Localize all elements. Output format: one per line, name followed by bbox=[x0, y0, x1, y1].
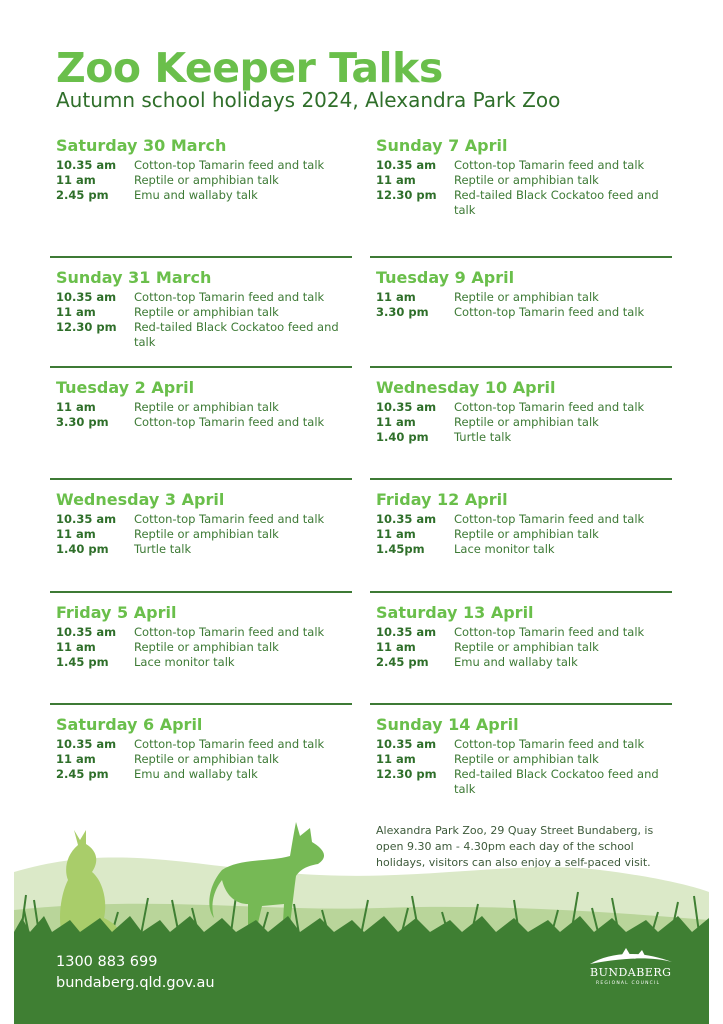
talk-name: Reptile or amphibian talk bbox=[454, 289, 599, 304]
talk-row bbox=[376, 305, 672, 320]
page-title: Zoo Keeper Talks bbox=[56, 44, 443, 92]
talk-name: Reptile or amphibian talk bbox=[134, 526, 279, 541]
talk-row bbox=[376, 188, 678, 218]
talk-name: Red-tailed Black Cockatoo feed and talk bbox=[454, 766, 659, 796]
talk-time: 2.45 pm bbox=[56, 766, 109, 781]
talk-time: 1.45pm bbox=[376, 541, 425, 556]
talk-time: 12.30 pm bbox=[376, 766, 437, 781]
talk-time: 12.30 pm bbox=[376, 188, 437, 202]
talk-row bbox=[56, 320, 352, 350]
talk-row bbox=[376, 737, 672, 752]
talk-name: Reptile or amphibian talk bbox=[134, 639, 279, 654]
talk-row bbox=[56, 625, 352, 640]
talk-row bbox=[56, 173, 358, 188]
talk-row bbox=[56, 305, 352, 320]
talk-time: 11 am bbox=[376, 414, 416, 429]
talk-time: 3.30 pm bbox=[56, 414, 109, 429]
logo-subtitle: REGIONAL COUNCIL bbox=[596, 981, 661, 986]
day-title: Friday 12 April bbox=[376, 489, 508, 509]
talk-time: 2.45 pm bbox=[56, 188, 109, 202]
talk-time: 1.40 pm bbox=[376, 429, 429, 444]
talk-name: Turtle talk bbox=[134, 541, 192, 556]
day-schedule bbox=[370, 366, 672, 445]
day-schedule bbox=[370, 703, 672, 797]
day-schedule bbox=[370, 591, 672, 670]
talk-time: 11 am bbox=[376, 639, 416, 654]
divider bbox=[370, 366, 672, 368]
divider bbox=[50, 591, 352, 593]
talk-row bbox=[376, 542, 672, 557]
talk-name: Reptile or amphibian talk bbox=[454, 526, 599, 541]
talk-name: Cotton-top Tamarin feed and talk bbox=[454, 736, 645, 751]
talk-row bbox=[56, 752, 352, 767]
talk-name: Cotton-top Tamarin feed and talk bbox=[454, 158, 645, 172]
talk-time: 11 am bbox=[56, 639, 96, 654]
contact-block bbox=[56, 952, 215, 994]
talk-name: Cotton-top Tamarin feed and talk bbox=[454, 399, 645, 414]
talk-name: Emu and wallaby talk bbox=[134, 766, 258, 781]
day-title: Tuesday 9 April bbox=[376, 267, 515, 287]
talk-name: Emu and wallaby talk bbox=[454, 654, 578, 669]
talk-time: 10.35 am bbox=[56, 158, 117, 172]
talk-row bbox=[56, 415, 352, 430]
talk-row bbox=[376, 400, 672, 415]
day-title: Sunday 7 April bbox=[376, 136, 508, 155]
divider bbox=[370, 703, 672, 705]
talk-row bbox=[56, 512, 352, 527]
talk-row bbox=[376, 512, 672, 527]
talk-time: 10.35 am bbox=[56, 736, 117, 751]
talk-name: Reptile or amphibian talk bbox=[454, 751, 599, 766]
talk-time: 1.45 pm bbox=[56, 654, 109, 669]
talk-name: Cotton-top Tamarin feed and talk bbox=[454, 624, 645, 639]
day-title: Saturday 30 March bbox=[56, 136, 227, 155]
talk-name: Cotton-top Tamarin feed and talk bbox=[454, 511, 645, 526]
day-title: Wednesday 3 April bbox=[56, 489, 225, 509]
talk-name: Reptile or amphibian talk bbox=[134, 751, 279, 766]
divider bbox=[50, 256, 352, 258]
divider bbox=[50, 478, 352, 480]
talk-name: Reptile or amphibian talk bbox=[134, 399, 279, 414]
phone-number[interactable]: 1300 883 699 bbox=[56, 954, 158, 970]
day-schedule bbox=[50, 703, 352, 782]
talk-name: Reptile or amphibian talk bbox=[454, 414, 599, 429]
talk-time: 11 am bbox=[56, 304, 96, 319]
talk-name: Cotton-top Tamarin feed and talk bbox=[134, 511, 325, 526]
talk-name: Cotton-top Tamarin feed and talk bbox=[134, 158, 325, 172]
day-schedule bbox=[376, 136, 678, 218]
talk-row bbox=[56, 767, 352, 782]
talk-name: Red-tailed Black Cockatoo feed and talk bbox=[134, 319, 339, 349]
day-schedule bbox=[50, 478, 352, 557]
talk-name: Reptile or amphibian talk bbox=[454, 639, 599, 654]
talk-row bbox=[56, 188, 358, 203]
talk-time: 11 am bbox=[56, 526, 96, 541]
talk-row bbox=[56, 737, 352, 752]
day-schedule bbox=[50, 591, 352, 670]
day-title: Friday 5 April bbox=[56, 602, 177, 622]
talk-name: Lace monitor talk bbox=[134, 654, 235, 669]
talk-time: 10.35 am bbox=[56, 511, 117, 526]
talk-name: Reptile or amphibian talk bbox=[134, 304, 279, 319]
talk-time: 3.30 pm bbox=[376, 304, 429, 319]
talk-row bbox=[376, 158, 678, 173]
talk-row bbox=[376, 290, 672, 305]
day-title: Sunday 31 March bbox=[56, 267, 212, 287]
talk-name: Reptile or amphibian talk bbox=[454, 173, 599, 187]
talk-name: Turtle talk bbox=[454, 429, 512, 444]
talk-time: 11 am bbox=[56, 399, 96, 414]
talk-row bbox=[56, 542, 352, 557]
logo-name: BUNDABERG bbox=[590, 966, 672, 979]
day-schedule bbox=[50, 256, 352, 350]
talk-row bbox=[376, 655, 672, 670]
day-title: Saturday 6 April bbox=[56, 714, 203, 734]
talk-time: 10.35 am bbox=[376, 736, 437, 751]
talk-row bbox=[376, 415, 672, 430]
day-title: Sunday 14 April bbox=[376, 714, 519, 734]
talk-time: 11 am bbox=[56, 751, 96, 766]
day-title: Saturday 13 April bbox=[376, 602, 534, 622]
talk-time: 10.35 am bbox=[376, 511, 437, 526]
talk-name: Reptile or amphibian talk bbox=[134, 173, 279, 187]
talk-time: 11 am bbox=[376, 173, 416, 187]
talk-row bbox=[56, 640, 352, 655]
talk-row bbox=[376, 752, 672, 767]
day-schedule bbox=[370, 256, 672, 320]
talk-time: 10.35 am bbox=[376, 624, 437, 639]
talk-time: 11 am bbox=[56, 173, 96, 187]
talk-row bbox=[376, 767, 672, 797]
talk-time: 11 am bbox=[376, 526, 416, 541]
day-schedule bbox=[56, 136, 358, 203]
divider bbox=[370, 256, 672, 258]
website-link[interactable]: bundaberg.qld.gov.au bbox=[56, 975, 215, 991]
talk-time: 10.35 am bbox=[376, 399, 437, 414]
divider bbox=[370, 478, 672, 480]
talk-time: 11 am bbox=[376, 289, 416, 304]
divider bbox=[370, 591, 672, 593]
talk-name: Lace monitor talk bbox=[454, 541, 555, 556]
zoo-info-text: Alexandra Park Zoo, 29 Quay Street Bundaberg, is open 9.30 am - 4.30pm each day of the school holidays, visitors can also enjoy a self-paced visit. bbox=[376, 824, 654, 869]
talk-row bbox=[376, 625, 672, 640]
talk-name: Cotton-top Tamarin feed and talk bbox=[454, 304, 645, 319]
page-subtitle: Autumn school holidays 2024, Alexandra Park Zoo bbox=[56, 88, 561, 112]
talk-time: 10.35 am bbox=[56, 624, 117, 639]
day-schedule bbox=[50, 366, 352, 430]
talk-time: 2.45 pm bbox=[376, 654, 429, 669]
talk-row bbox=[56, 527, 352, 542]
talk-row bbox=[376, 527, 672, 542]
talk-time: 10.35 am bbox=[56, 289, 117, 304]
talk-name: Cotton-top Tamarin feed and talk bbox=[134, 624, 325, 639]
talk-row bbox=[376, 173, 678, 188]
talk-time: 12.30 pm bbox=[56, 319, 117, 334]
talk-row bbox=[56, 158, 358, 173]
talk-row bbox=[56, 400, 352, 415]
talk-time: 11 am bbox=[376, 751, 416, 766]
talk-name: Cotton-top Tamarin feed and talk bbox=[134, 414, 325, 429]
talk-name: Cotton-top Tamarin feed and talk bbox=[134, 289, 325, 304]
talk-time: 10.35 am bbox=[376, 158, 437, 172]
talk-name: Cotton-top Tamarin feed and talk bbox=[134, 736, 325, 751]
talk-name: Emu and wallaby talk bbox=[134, 188, 258, 202]
day-title: Wednesday 10 April bbox=[376, 377, 556, 397]
day-schedule bbox=[370, 478, 672, 557]
talk-row bbox=[56, 290, 352, 305]
talk-row bbox=[376, 430, 672, 445]
divider bbox=[50, 703, 352, 705]
talk-time: 1.40 pm bbox=[56, 541, 109, 556]
talk-row bbox=[376, 640, 672, 655]
talk-name: Red-tailed Black Cockatoo feed and talk bbox=[454, 188, 659, 217]
divider bbox=[50, 366, 352, 368]
talk-row bbox=[56, 655, 352, 670]
day-title: Tuesday 2 April bbox=[56, 377, 195, 397]
